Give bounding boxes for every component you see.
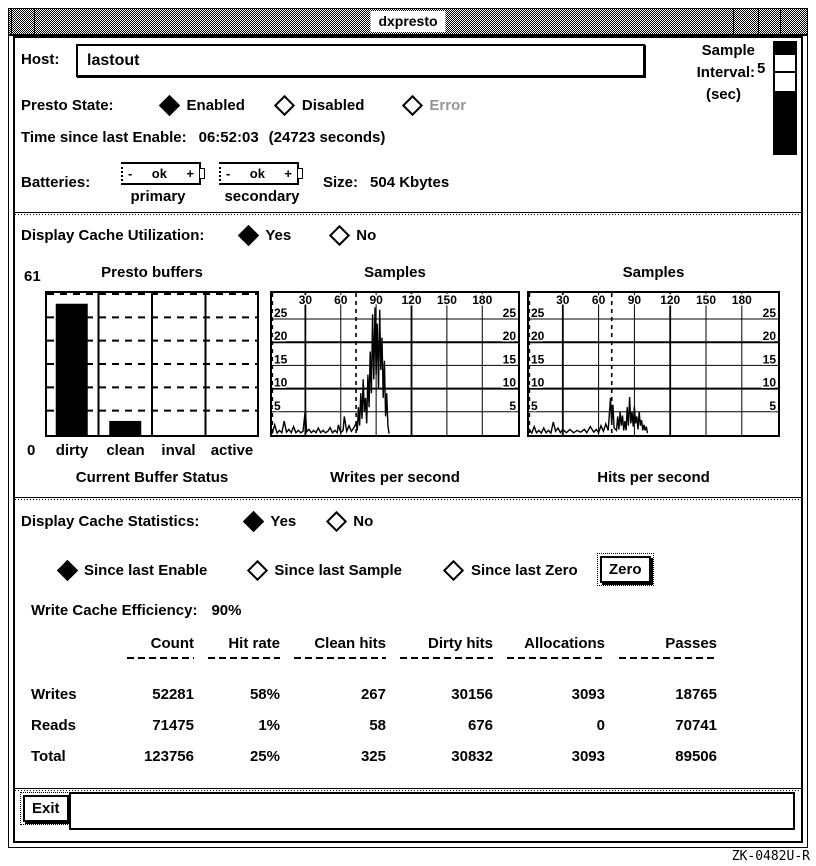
radio-presto-enabled[interactable] xyxy=(160,95,245,115)
message-area xyxy=(69,792,795,830)
hits-xlabel: Hits per second xyxy=(597,469,710,486)
battery-status: ok xyxy=(249,166,265,181)
battery-status: ok xyxy=(151,166,167,181)
table-separator-row xyxy=(31,650,717,659)
svg-text:180: 180 xyxy=(472,293,493,307)
sample-interval-label-2: Interval: xyxy=(696,64,755,81)
table-row-reads xyxy=(31,717,717,734)
radio-since-last-enable[interactable] xyxy=(57,560,207,580)
cell: 58% xyxy=(249,686,280,703)
svg-text:15: 15 xyxy=(762,352,776,367)
window-title: dxpresto xyxy=(370,11,445,32)
cell: 3093 xyxy=(571,686,605,703)
svg-text:60: 60 xyxy=(591,293,606,307)
dash-rule xyxy=(400,657,493,659)
slider-thumb[interactable] xyxy=(774,54,796,92)
sample-interval-label-3: (sec) xyxy=(705,86,741,103)
writes-per-second-chart xyxy=(270,291,520,437)
radio-diamond-icon xyxy=(326,510,347,531)
svg-text:120: 120 xyxy=(401,293,422,307)
svg-text:30: 30 xyxy=(556,293,570,307)
sample-interval-slider[interactable] xyxy=(773,41,797,155)
window-minimize-button[interactable] xyxy=(733,9,759,34)
cell: 0 xyxy=(596,717,605,734)
zero-button[interactable]: Zero xyxy=(600,556,651,583)
col-header: Count xyxy=(150,635,194,652)
titlebar xyxy=(9,9,807,36)
exit-button[interactable]: Exit xyxy=(23,795,69,822)
sample-interval-label-1: Sample xyxy=(701,42,755,59)
presto-state-label: Presto State: xyxy=(21,96,114,114)
cell: 89506 xyxy=(675,748,717,765)
radio-since-last-sample[interactable] xyxy=(247,560,402,580)
table-row-writes xyxy=(31,686,717,703)
radio-diamond-icon xyxy=(238,224,259,245)
separator xyxy=(15,497,801,500)
svg-text:150: 150 xyxy=(695,293,717,307)
category-dirty: dirty xyxy=(55,442,89,459)
cell: 52281 xyxy=(152,686,194,703)
hits-chart-title: Samples xyxy=(622,264,685,281)
col-header: Hit rate xyxy=(228,635,280,652)
radio-statistics-no[interactable] xyxy=(326,511,373,531)
row-label: Writes xyxy=(31,686,77,703)
writes-chart-title: Samples xyxy=(364,264,426,281)
radio-diamond-icon xyxy=(243,510,264,531)
radio-diamond-icon xyxy=(159,94,180,115)
svg-text:15: 15 xyxy=(274,352,288,367)
radio-label: Enabled xyxy=(186,96,245,114)
svg-text:10: 10 xyxy=(531,375,545,390)
cell: 58 xyxy=(369,717,386,734)
sample-interval-value: 5 xyxy=(757,60,766,77)
buffers-chart-title: Presto buffers xyxy=(101,264,203,281)
app-window xyxy=(8,8,808,848)
cell: 123756 xyxy=(143,748,194,765)
row-label: Total xyxy=(31,748,66,765)
table-row-total xyxy=(31,748,717,765)
svg-text:150: 150 xyxy=(436,293,457,307)
write-cache-efficiency-value: 90% xyxy=(211,602,242,619)
host-label: Host: xyxy=(21,51,60,68)
main-panel xyxy=(13,36,803,843)
battery-terminal xyxy=(297,168,303,179)
svg-text:30: 30 xyxy=(298,293,313,307)
svg-text:90: 90 xyxy=(369,293,383,307)
svg-text:120: 120 xyxy=(660,293,681,307)
svg-text:10: 10 xyxy=(274,375,288,390)
radio-utilization-yes[interactable] xyxy=(238,225,291,245)
figure-caption: ZK-0482U-R xyxy=(731,849,810,864)
svg-text:25: 25 xyxy=(274,306,288,320)
svg-text:10: 10 xyxy=(502,375,516,390)
battery-plus: + xyxy=(186,166,194,181)
battery-secondary-icon xyxy=(219,162,299,185)
battery-plus: + xyxy=(284,166,292,181)
radio-presto-error xyxy=(402,95,466,115)
cache-statistics-label: Display Cache Statistics: xyxy=(21,512,200,530)
svg-text:60: 60 xyxy=(334,293,348,307)
buffers-ymin-label: 0 xyxy=(27,442,36,459)
window-maximize-button[interactable] xyxy=(780,9,805,34)
svg-text:20: 20 xyxy=(762,329,776,344)
radio-label: Yes xyxy=(270,512,297,530)
separator xyxy=(15,212,801,215)
radio-label: Since last Zero xyxy=(470,561,578,579)
cache-utilization-label: Display Cache Utilization: xyxy=(21,226,205,244)
row-label: Reads xyxy=(31,717,77,734)
radio-label: No xyxy=(356,226,377,244)
cell: 18765 xyxy=(675,686,717,703)
radio-presto-disabled[interactable] xyxy=(275,95,365,115)
radio-diamond-icon xyxy=(443,559,464,580)
radio-label: Error xyxy=(429,96,467,114)
window-menu-button[interactable] xyxy=(11,9,35,34)
category-inval: inval xyxy=(161,442,196,459)
svg-text:25: 25 xyxy=(502,306,516,320)
radio-label: Disabled xyxy=(301,96,365,114)
svg-text:5: 5 xyxy=(509,398,516,413)
radio-label: Since last Enable xyxy=(84,561,208,579)
svg-text:10: 10 xyxy=(762,375,776,390)
dash-rule xyxy=(507,657,605,659)
host-input[interactable] xyxy=(76,44,645,77)
svg-text:5: 5 xyxy=(274,398,281,413)
col-header: Clean hits xyxy=(314,635,386,652)
cell: 30156 xyxy=(451,686,493,703)
writes-xlabel: Writes per second xyxy=(330,469,460,486)
radio-label: Yes xyxy=(265,226,292,244)
svg-text:20: 20 xyxy=(274,329,288,344)
svg-text:25: 25 xyxy=(531,306,545,320)
svg-text:20: 20 xyxy=(531,329,545,344)
dash-rule xyxy=(208,657,280,659)
radio-diamond-icon xyxy=(402,94,423,115)
cell: 1% xyxy=(258,717,280,734)
category-clean: clean xyxy=(106,442,145,459)
battery-minus: - xyxy=(128,166,133,181)
radio-diamond-icon xyxy=(274,94,295,115)
svg-text:15: 15 xyxy=(531,352,545,367)
svg-text:15: 15 xyxy=(502,352,516,367)
cell: 325 xyxy=(360,748,386,765)
dash-rule xyxy=(294,657,386,659)
battery-primary-icon xyxy=(121,162,201,185)
radio-since-last-zero[interactable] xyxy=(444,560,578,580)
cell: 30832 xyxy=(451,748,493,765)
cell: 25% xyxy=(249,748,280,765)
hits-per-second-chart xyxy=(527,291,780,437)
cell: 267 xyxy=(360,686,386,703)
buffers-ymax-label: 61 xyxy=(24,268,41,285)
svg-text:5: 5 xyxy=(531,398,538,413)
radio-diamond-icon xyxy=(247,559,268,580)
cell: 3093 xyxy=(571,748,605,765)
svg-text:5: 5 xyxy=(769,398,776,413)
battery-terminal xyxy=(199,168,205,179)
dash-rule xyxy=(619,657,717,659)
batteries-label: Batteries: xyxy=(21,174,91,191)
svg-text:90: 90 xyxy=(627,293,642,307)
col-header: Dirty hits xyxy=(427,635,493,652)
separator xyxy=(15,788,801,791)
time-since-enable-value: 06:52:03 xyxy=(198,129,259,146)
write-cache-efficiency-label: Write Cache Efficiency: xyxy=(31,602,198,619)
svg-text:180: 180 xyxy=(731,293,752,307)
svg-text:20: 20 xyxy=(502,329,516,344)
radio-label: Since last Sample xyxy=(274,561,402,579)
radio-diamond-icon xyxy=(56,559,77,580)
battery-primary-name: primary xyxy=(130,188,186,205)
radio-diamond-icon xyxy=(329,224,350,245)
size-label: Size: xyxy=(323,174,359,191)
svg-text:25: 25 xyxy=(762,306,776,320)
time-since-enable-label: Time since last Enable: xyxy=(21,129,187,146)
cell: 71475 xyxy=(152,717,194,734)
buffers-xlabel: Current Buffer Status xyxy=(75,469,229,486)
col-header: Allocations xyxy=(524,635,605,652)
col-header: Passes xyxy=(665,635,717,652)
cell: 676 xyxy=(467,717,493,734)
battery-minus: - xyxy=(226,166,231,181)
radio-utilization-no[interactable] xyxy=(329,225,376,245)
battery-secondary-name: secondary xyxy=(224,188,300,205)
cell: 70741 xyxy=(675,717,717,734)
dash-rule xyxy=(127,657,194,659)
radio-statistics-yes[interactable] xyxy=(243,511,296,531)
size-value: 504 Kbytes xyxy=(370,174,450,191)
category-active: active xyxy=(210,442,254,459)
time-since-enable-seconds: (24723 seconds) xyxy=(268,129,386,146)
radio-label: No xyxy=(353,512,374,530)
buffer-status-chart xyxy=(45,291,259,437)
